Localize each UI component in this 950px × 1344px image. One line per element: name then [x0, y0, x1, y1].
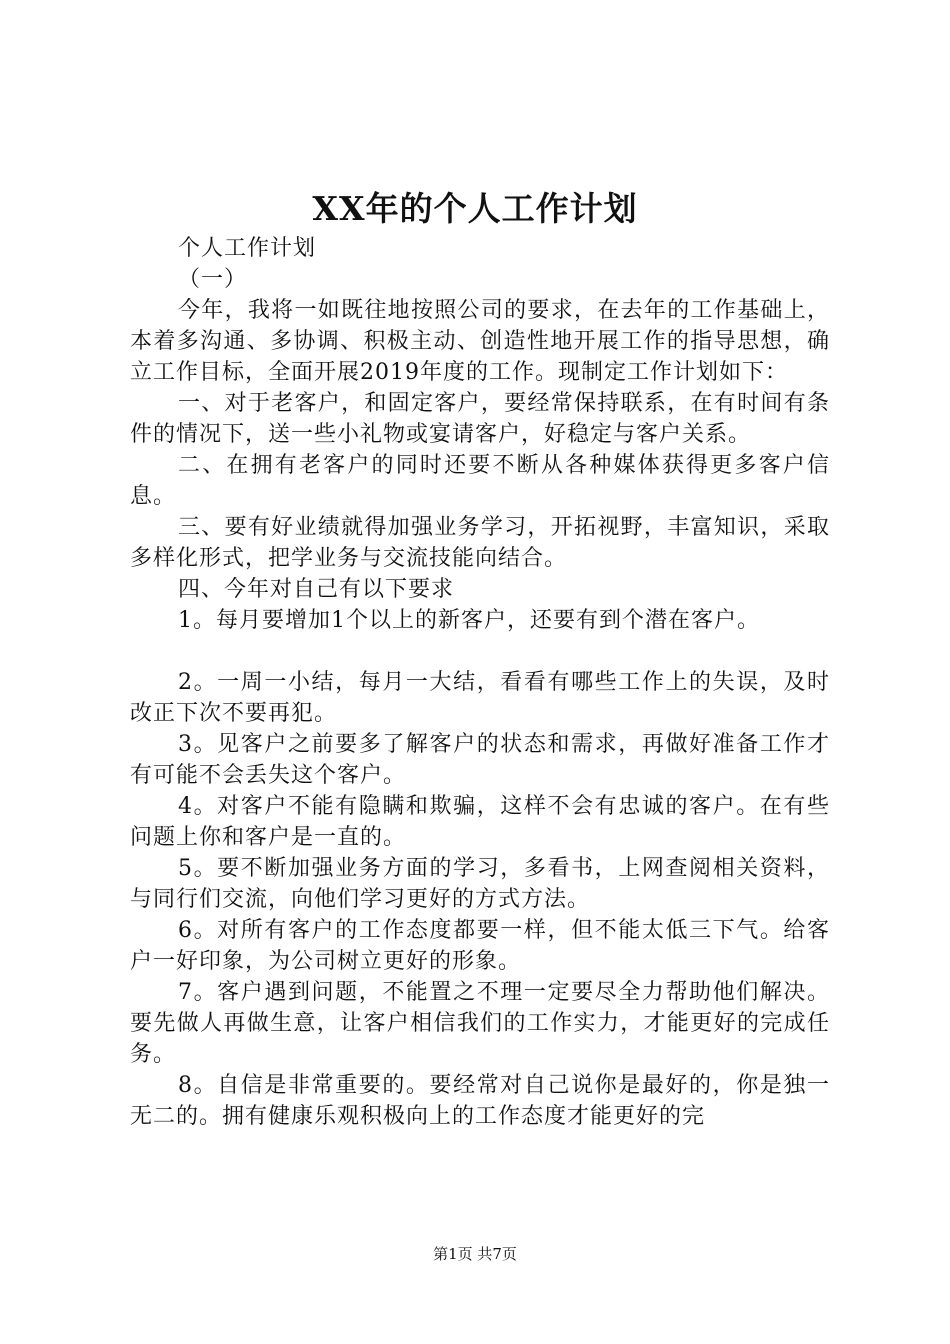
- paragraph-requirement-8: 8。自信是非常重要的。要经常对自己说你是最好的，你是独一无二的。拥有健康乐观积极向上的工作态度才能更好的完: [130, 1073, 830, 1129]
- paragraph-section-number: （一）: [178, 267, 248, 292]
- page-footer: 第1页 共7页: [433, 1245, 517, 1263]
- paragraph-item-1: 一、对于老客户，和固定客户，要经常保持联系，在有时间有条件的情况下，送一些小礼物或宴请客户，好稳定与客户关系。: [130, 391, 830, 447]
- paragraph-requirement-2: 2。一周一小结，每月一大结，看看有哪些工作上的失误，及时改正下次不要再犯。: [130, 670, 830, 726]
- paragraph-requirement-5: 5。要不断加强业务方面的学习，多看书，上网查阅相关资料，与同行们交流，向他们学习更好的方式方法。: [130, 856, 830, 912]
- document-body: [130, 233, 830, 1132]
- paragraph-heading: 个人工作计划: [178, 236, 317, 261]
- paragraph-requirement-3: 3。见客户之前要多了解客户的状态和需求，再做好准备工作才有可能不会丢失这个客户。: [130, 732, 830, 788]
- blank-line: [130, 636, 830, 667]
- paragraph-item-2: 二、在拥有老客户的同时还要不断从各种媒体获得更多客户信息。: [130, 453, 830, 509]
- paragraph-requirement-6: 6。对所有客户的工作态度都要一样，但不能太低三下气。给客户一好印象，为公司树立更好的形象。: [130, 918, 830, 974]
- document-title: XX年的个人工作计划: [312, 189, 638, 228]
- paragraph-item-4: 四、今年对自己有以下要求: [178, 577, 455, 602]
- paragraph-requirement-1: 1。每月要增加1个以上的新客户，还要有到个潜在客户。: [178, 608, 760, 633]
- paragraph-requirement-4: 4。对客户不能有隐瞒和欺骗，这样不会有忠诚的客户。在有些问题上你和客户是一直的。: [130, 794, 830, 850]
- paragraph-requirement-7: 7。客户遇到问题，不能置之不理一定要尽全力帮助他们解决。要先做人再做生意，让客户相信我们的工作实力，才能更好的完成任务。: [130, 980, 830, 1067]
- paragraph-item-3: 三、要有好业绩就得加强业务学习，开拓视野，丰富知识，采取多样化形式，把学业务与交流技能向结合。: [130, 515, 830, 571]
- paragraph-intro: 今年，我将一如既往地按照公司的要求，在去年的工作基础上，本着多沟通、多协调、积极主动、创造性地开展工作的指导思想，确立工作目标，全面开展2019年度的工作。现制定工作计划如下：: [130, 298, 830, 385]
